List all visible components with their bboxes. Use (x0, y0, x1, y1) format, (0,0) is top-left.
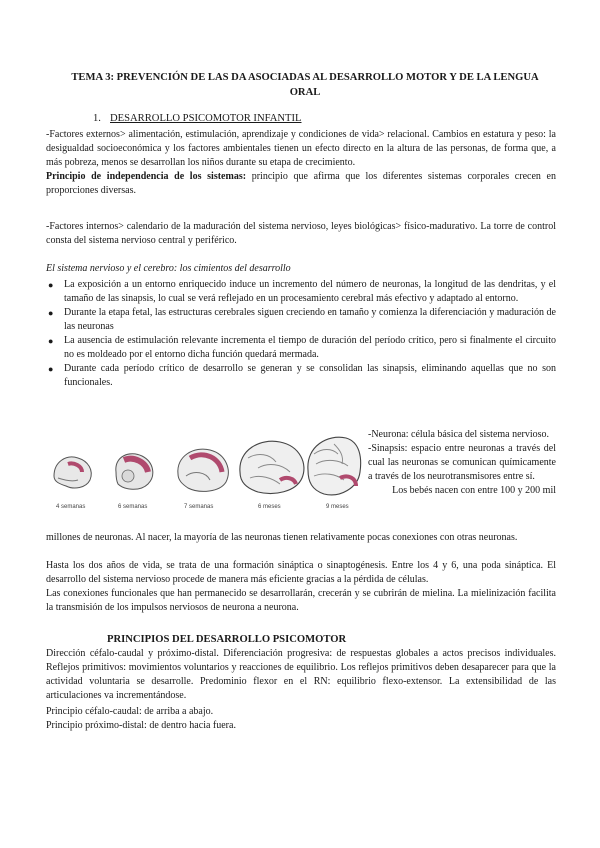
text-bebes: Los bebés nacen con entre 100 y 200 mil (392, 485, 556, 496)
brain-development-figure (44, 428, 362, 514)
definition-sinapsis: -Sinapsis: espacio entre neuronas a través del cual las neuronas se comunican químicamente a través de los neurotransmisores entre sí. (368, 443, 556, 482)
figure-label-7-weeks: 7 semanas (184, 504, 214, 510)
paragraph-external-factors: -Factores externos> alimentación, estimulación, aprendizaje y condiciones de vida> relacional. Cambios en estatura y peso: la desigualdad socioeconómica y los factores ambientales tienen un efecto directo en la altura de las personas, de forma que, a más pobreza, menos se desarrollan los niños durante su etapa de crecimiento. (46, 129, 556, 168)
principle-definition: principio que afirma que los diferentes sistemas corporales crecen en proporciones diversas. (46, 171, 556, 196)
paragraph-direccion: Dirección céfalo-caudal y próximo-distal. Diferenciación progresiva: de respuestas globales a actos precisos individuales. Reflejos primitivos: movimientos voluntarios y reacciones de equilibrio. Los reflejos primitivos deben desaparecer para que la actividad voluntaria se desarrolle. Predominio flexor en el RN: equilibrio flexo-extensor. La extensibilidad de las articulaciones va incrementándose. (46, 648, 556, 701)
subheading-nervous-system: El sistema nervioso y el cerebro: los cimientos del desarrollo (46, 263, 291, 274)
definition-neurona: -Neurona: célula básica del sistema nervioso. (368, 429, 550, 440)
paragraph-millones: millones de neuronas. Al nacer, la mayoría de las neuronas tienen relativamente pocas conexiones con otras neuronas. (46, 532, 518, 543)
embryo-brain-6-weeks (116, 454, 153, 490)
fetal-brain-6-months (240, 441, 304, 493)
line-cefalo-caudal: Principio céfalo-caudal: de arriba a abajo. (46, 706, 214, 717)
side-definitions (368, 428, 556, 498)
bullet-icon: ● (48, 280, 54, 290)
figure-label-4-weeks: 4 semanas (56, 504, 86, 510)
fetal-brain-9-months (308, 437, 361, 495)
list-item: ● Durante cada período crítico de desarrollo se generan y se consolidan las sinapsis, eliminando aquellas que no son funcionales. (48, 363, 556, 388)
bullet-icon: ● (48, 364, 54, 374)
figure-label-6-weeks: 6 semanas (118, 504, 148, 510)
paragraph-independence-principle (46, 170, 556, 198)
bullet-icon: ● (48, 336, 54, 346)
section-heading-1 (93, 112, 301, 126)
document-title: TEMA 3: PREVENCIÓN DE LAS DA ASOCIADAS AL DESARROLLO MOTOR Y DE LA LENGUA ORAL (71, 72, 539, 98)
bullet-list (46, 278, 556, 390)
section-heading-2: PRINCIPIOS DEL DESARROLLO PSICOMOTOR (107, 634, 347, 645)
principle-term: Principio de independencia de los sistemas: (46, 171, 247, 182)
paragraph-conexiones: Las conexiones funcionales que han permanecido se desarrollarán, crecerán y se cubrirán de mielina. La mielinización facilita la transmisión de los impulsos nerviosos de neurona a neurona. (46, 588, 556, 613)
list-item: ● Durante la etapa fetal, las estructuras cerebrales siguen creciendo en tamaño y comienza la diferenciación y maduración de las neuronas (48, 307, 556, 332)
bullet-icon: ● (48, 308, 54, 318)
list-item: ● La ausencia de estimulación relevante incrementa el tiempo de duración del período crítico, pero si finalmente el circuito no es moldeado por el entorno dicha función quedará mermada. (48, 335, 556, 360)
paragraph-sinaptogenesis: Hasta los dos años de vida, se trata de una formación sináptica o sinaptogénesis. Entre los 4 y 6, una poda sináptica. El desarrollo del sistema nervioso procede de manera más eficiente gracias a la pérdida de células. (46, 560, 556, 585)
embryo-brain-4-weeks (54, 457, 91, 488)
figure-label-9-months: 9 meses (326, 504, 349, 510)
section-number: 1. (93, 113, 101, 124)
embryo-brain-7-weeks (178, 449, 228, 491)
paragraph-internal-factors: -Factores internos> calendario de la maduración del sistema nervioso, leyes biológicas> físico-madurativo. La torre de control consta del sistema nervioso central y periférico. (46, 221, 556, 246)
figure-label-6-months: 6 meses (258, 504, 281, 510)
section-title: DESARROLLO PSICOMOTOR INFANTIL (110, 113, 302, 124)
line-proximo-distal: Principio próximo-distal: de dentro hacia fuera. (46, 720, 236, 731)
list-item: ● La exposición a un entorno enriquecido induce un incremento del número de neuronas, la longitud de las dendritas, y el tamaño de las sinapsis, lo cual se verá reflejado en un procesamiento cerebral más efectivo y adaptado al entorno. (48, 279, 556, 304)
